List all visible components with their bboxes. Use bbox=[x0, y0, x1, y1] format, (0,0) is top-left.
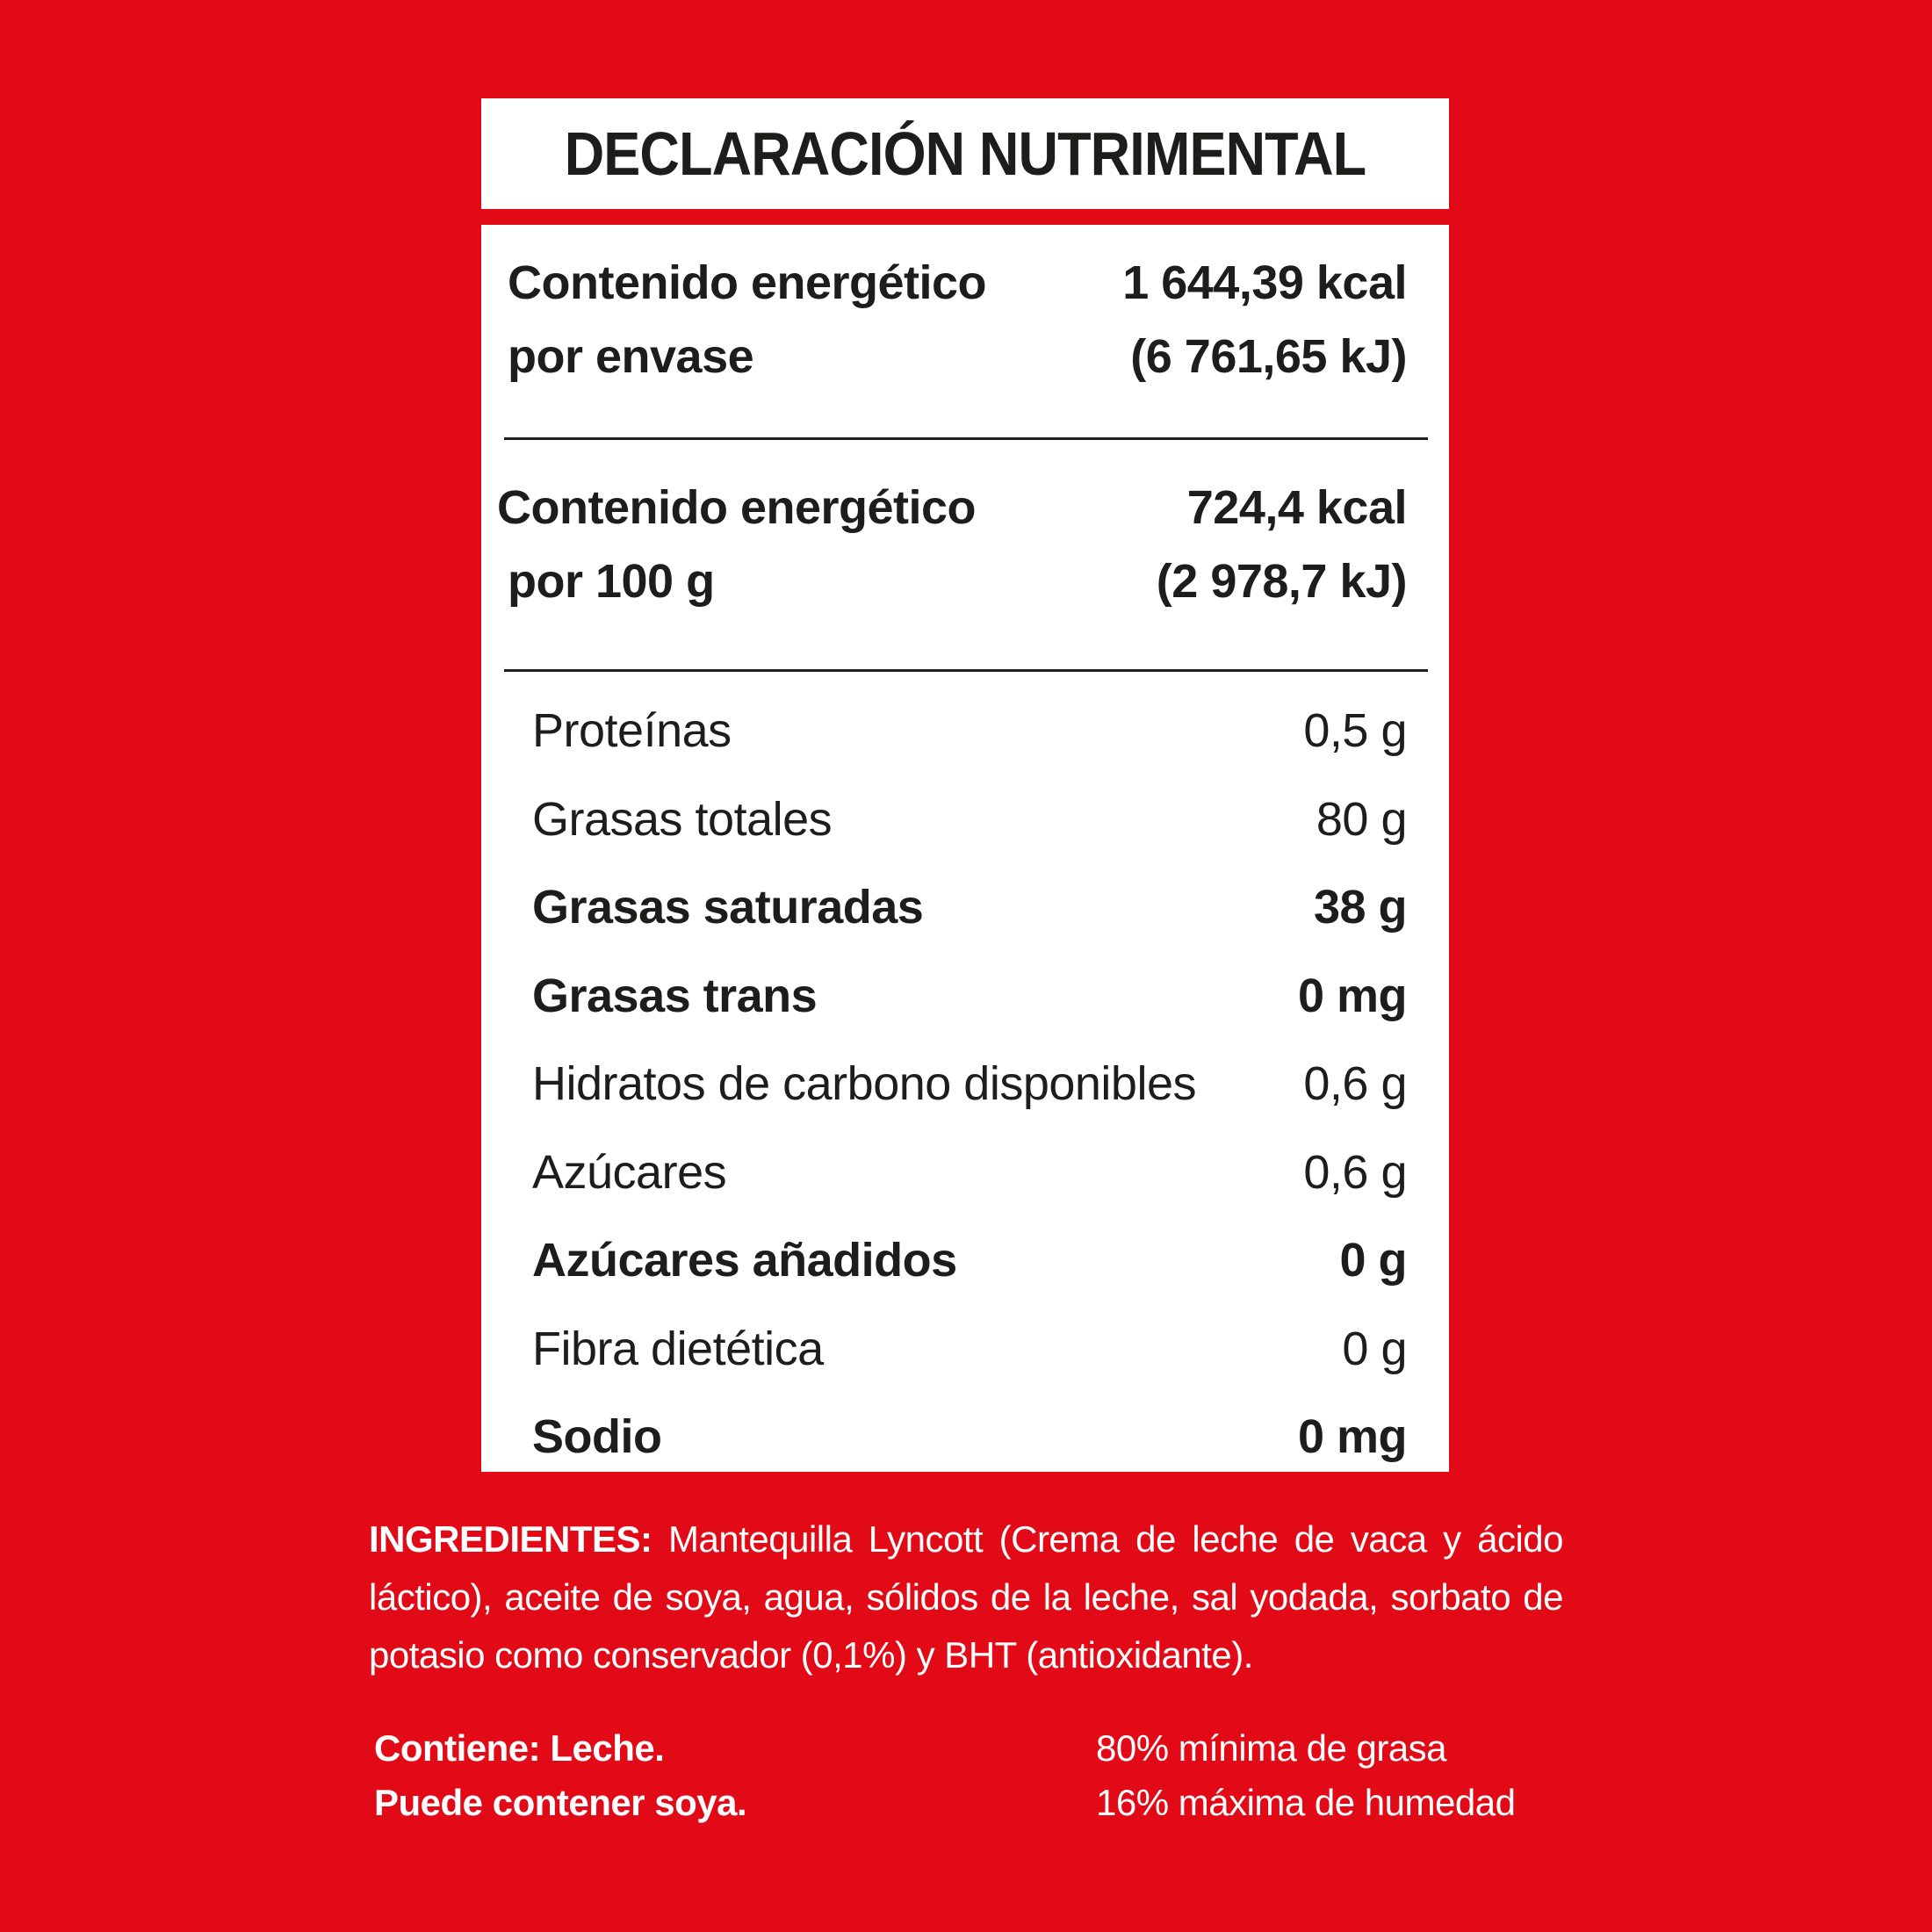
divider bbox=[504, 669, 1428, 672]
nutrient-row bbox=[532, 775, 1407, 864]
nutrient-value: 0 g bbox=[1342, 1322, 1407, 1375]
divider bbox=[504, 437, 1428, 440]
nutrient-row bbox=[532, 1305, 1407, 1394]
nutrient-row bbox=[532, 1128, 1407, 1217]
allergen-info bbox=[374, 1721, 746, 1830]
nutrient-name: Grasas totales bbox=[532, 792, 833, 846]
fat-content: 80% mínima de grasa bbox=[1096, 1727, 1447, 1769]
energy-per-100g-value: 724,4 kcal (2 978,7 kJ) bbox=[1156, 481, 1407, 608]
nutrient-name: Grasas saturadas bbox=[532, 881, 924, 934]
nutrient-value: 80 g bbox=[1316, 792, 1407, 846]
nutrient-name: Fibra dietética bbox=[532, 1322, 824, 1375]
nutrient-value: 0,5 g bbox=[1303, 704, 1407, 758]
may-contain-allergen: Puede contener soya. bbox=[374, 1782, 747, 1823]
energy-per-package-value: 1 644,39 kcal (6 761,65 kJ) bbox=[1122, 256, 1407, 383]
ingredients-paragraph bbox=[369, 1510, 1563, 1684]
composition-info bbox=[1096, 1721, 1515, 1830]
nutrient-name: Grasas trans bbox=[532, 969, 818, 1022]
nutrient-value: 0 mg bbox=[1297, 969, 1407, 1022]
nutrient-list bbox=[532, 687, 1407, 1481]
title-panel bbox=[481, 98, 1449, 209]
moisture-content: 16% máxima de humedad bbox=[1096, 1782, 1516, 1823]
nutrient-row bbox=[532, 687, 1407, 775]
nutrient-value: 0,6 g bbox=[1303, 1145, 1407, 1199]
nutrient-value: 38 g bbox=[1313, 881, 1407, 934]
nutrient-name: Azúcares añadidos bbox=[532, 1234, 957, 1287]
ingredients-text: Mantequilla Lyncott (Crema de leche de vaca y ácido láctico), aceite de soya, agua, sólidos de la leche, sal yodada, sorbato de potasio como conservador (0,1%) y BHT (antioxidante). bbox=[369, 1518, 1563, 1676]
ingredients-label: INGREDIENTES: bbox=[369, 1518, 652, 1560]
nutrient-name: Proteínas bbox=[532, 704, 732, 758]
energy-per-100g-label: Contenido energético por 100 g bbox=[497, 481, 977, 608]
nutrient-row bbox=[532, 1216, 1407, 1305]
nutrient-value: 0,6 g bbox=[1303, 1057, 1407, 1111]
nutrient-name: Hidratos de carbono disponibles bbox=[532, 1057, 1196, 1111]
energy-per-package-label: Contenido energético por envase bbox=[508, 256, 987, 383]
nutrient-row bbox=[532, 952, 1407, 1041]
nutrient-value: 0 g bbox=[1339, 1234, 1407, 1287]
nutrient-row bbox=[532, 1040, 1407, 1128]
nutrient-value: 0 mg bbox=[1297, 1410, 1407, 1464]
nutrient-row bbox=[532, 863, 1407, 952]
nutrient-row bbox=[532, 1393, 1407, 1481]
page-title: DECLARACIÓN NUTRIMENTAL bbox=[564, 119, 1366, 188]
nutrient-name: Sodio bbox=[532, 1410, 662, 1464]
nutrient-name: Azúcares bbox=[532, 1145, 727, 1199]
contains-allergen: Contiene: Leche. bbox=[374, 1727, 665, 1769]
nutrition-table bbox=[481, 225, 1449, 1472]
